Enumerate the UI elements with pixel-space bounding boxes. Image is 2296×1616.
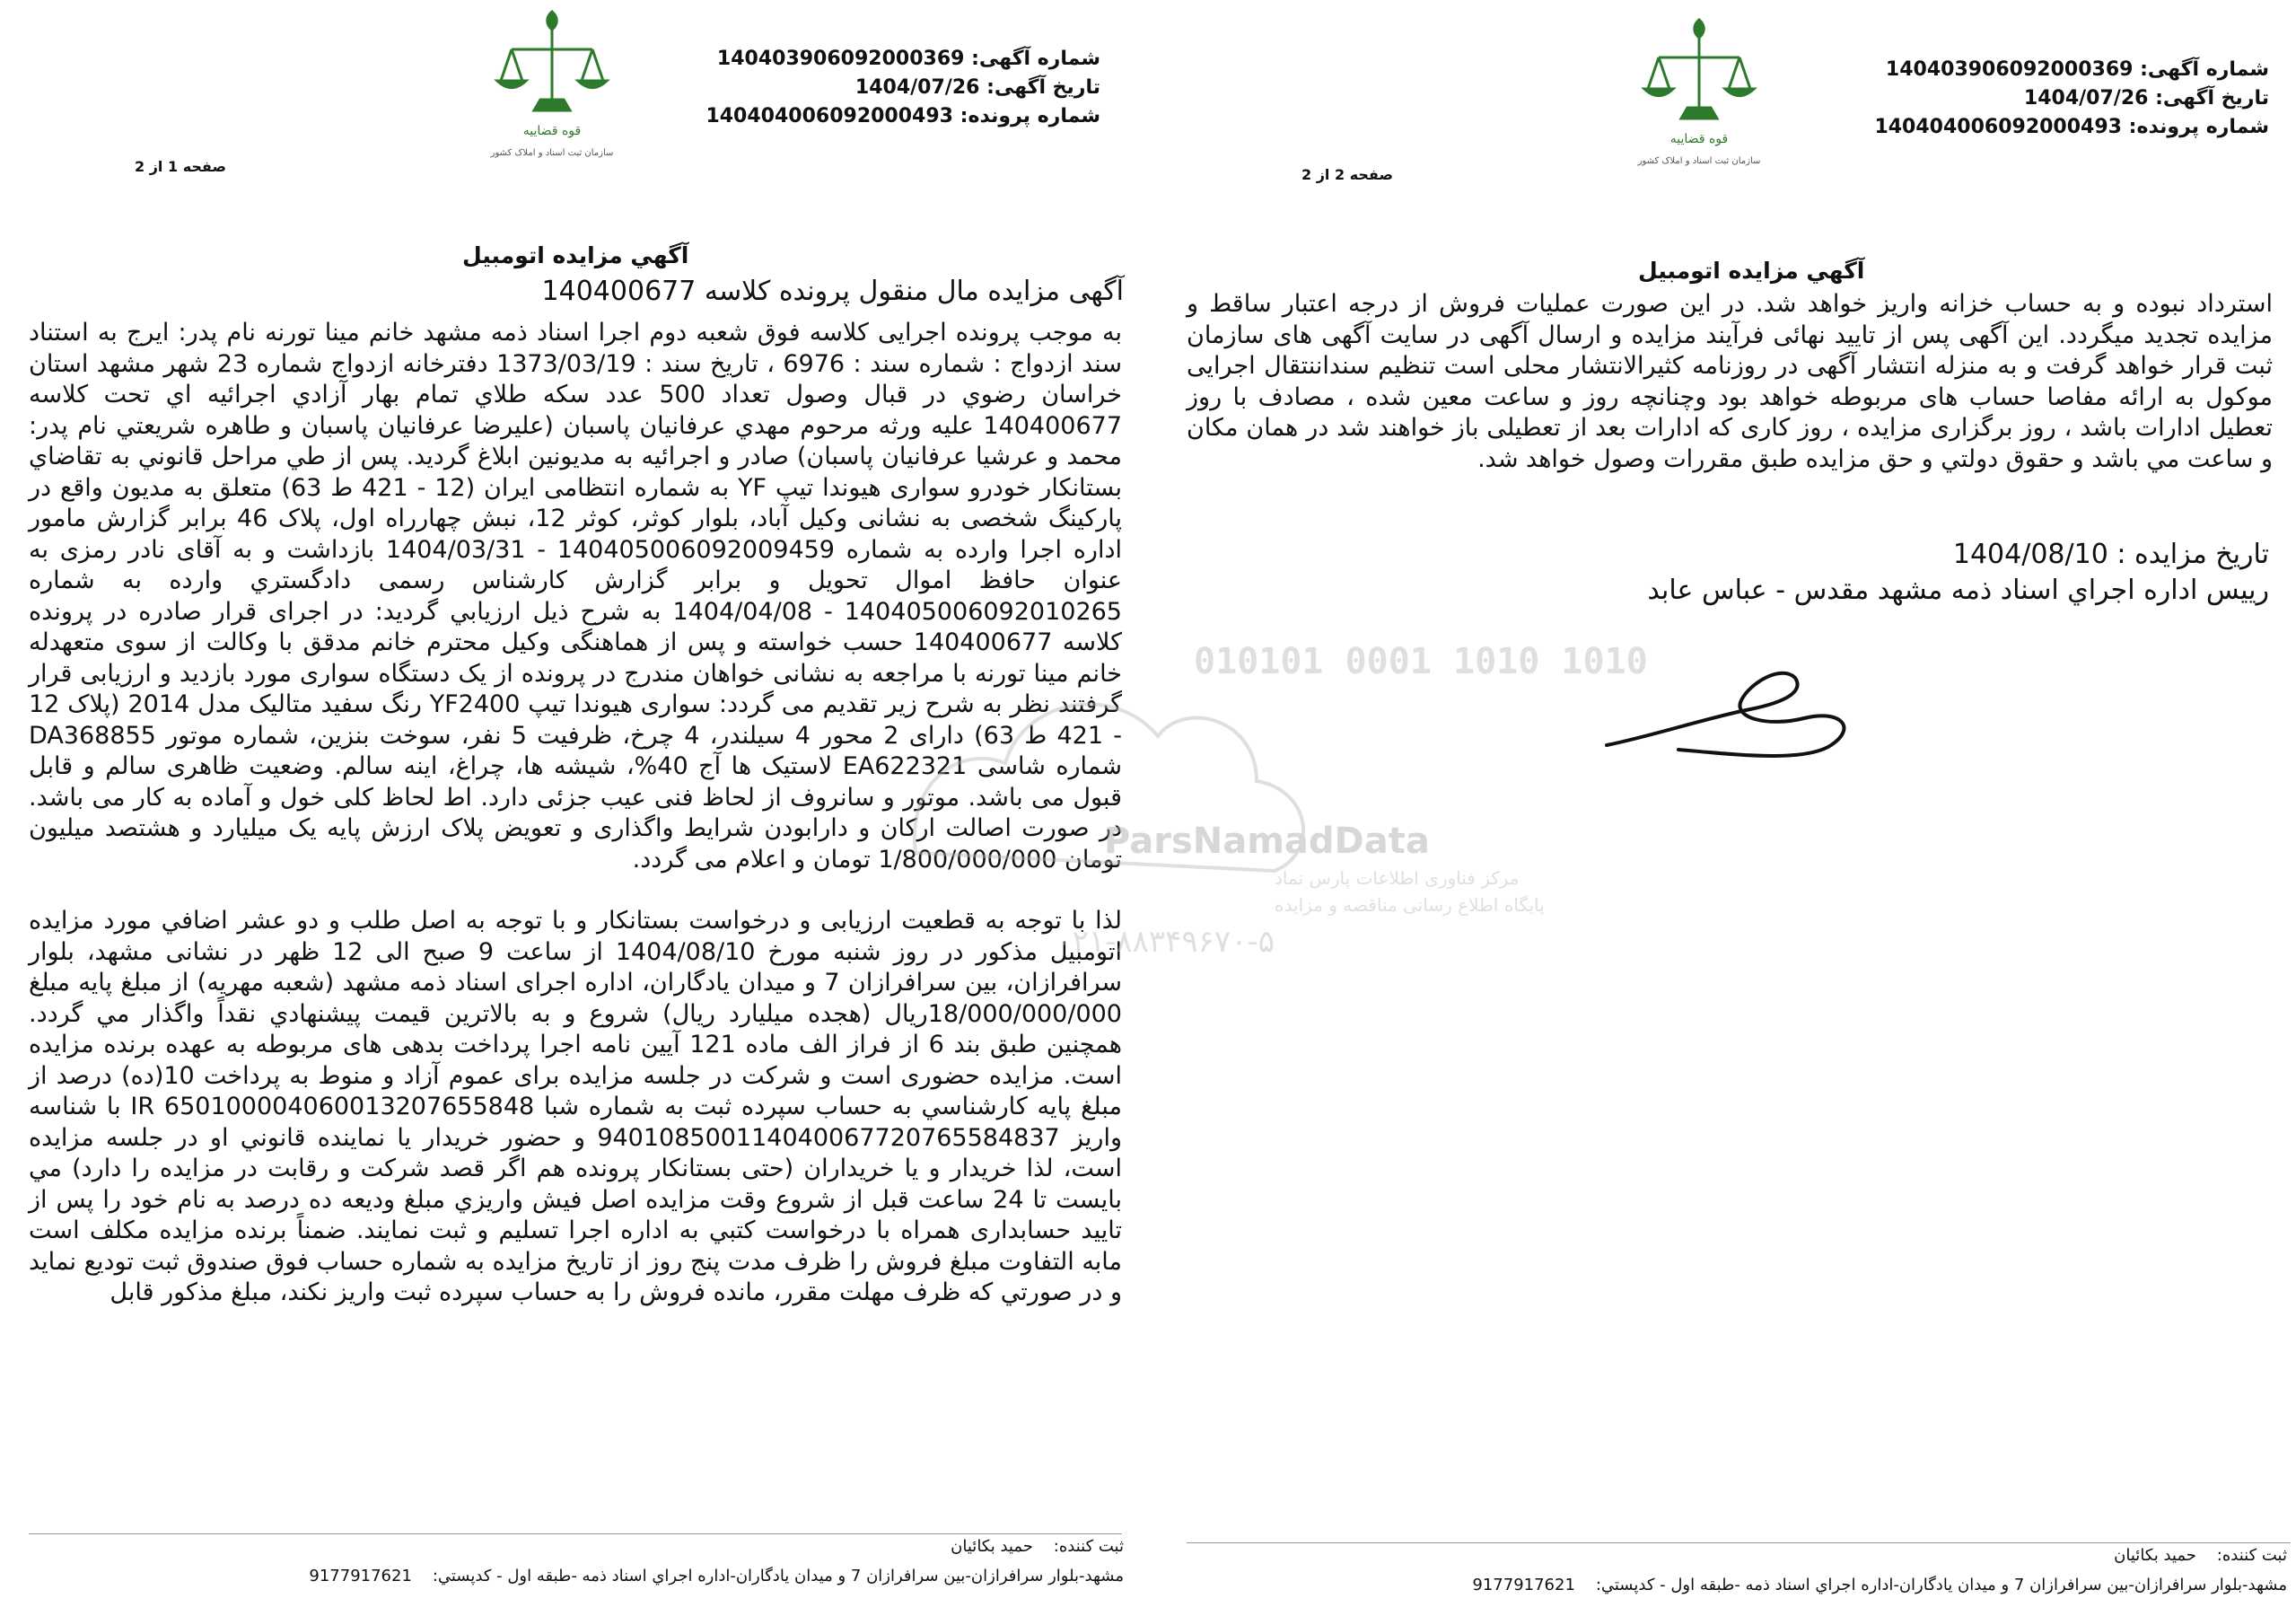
footer-address: مشهد-بلوار سرافرازان-بين سرافرازان 7 و ميدان يادگاران-اداره اجراي اسناد ذمه -طبقه اول - کدپستي: xyxy=(1595,1576,2287,1594)
registrar-label: ثبت کننده: xyxy=(2216,1546,2287,1565)
page-title: آگهي مزايده اتومبيل xyxy=(462,242,689,268)
file-number: 140404006092000493 xyxy=(705,105,953,127)
registrar-label: ثبت کننده: xyxy=(1053,1537,1124,1556)
registrar xyxy=(951,1537,1124,1556)
svg-text:سازمان ثبت اسناد و املاک کشور: سازمان ثبت اسناد و املاک کشور xyxy=(490,148,614,158)
registrar xyxy=(2114,1546,2287,1565)
paragraph-continued: استرداد نبوده و به حساب خزانه واريز خواهد شد. در اين صورت عمليات فروش از درجه اعتبار ساقط و مزايده تجديد ميگردد. اين آگهی پس از تاييد نهائی فرآيند مزايده و ارسال آگهی در سايت آگهی های سازمان ثبت قرار خواهد گرفت و به منزله انتشار آگهی در روزنامه کثيرالانتشار محلی است تنظيم سنداننتقال اجرايی موکول به ارائه مفاصا حساب های مربوطه خواهد بود وچنانچه روز و ساعت معين شده ، مصادف با روز تعطيل ادارات باشد ، روز برگزاری مزايده ، روز کاری که ادارات بعد از تعطيلی باز خواهند شد در همان مکان و ساعت مي باشد و حقوق دولتي و حق مزايده طبق مقررات وصول خواهد شد. xyxy=(1187,290,2273,473)
registrar-name: حمید بکائیان xyxy=(2114,1546,2196,1565)
paragraph-1: به موجب پرونده اجرایی کلاسه فوق شعبه دوم اجرا اسناد ذمه مشهد خانم مینا تورنه نام پدر: ایرج به استناد سند ازدواج : شماره سند : 6976 ، تاریخ سند : 1373/03/19 دفترخانه ازدواج شماره 23 شهر مشهد استان خراسان رضوي در قبال وصول تعداد 500 عدد سکه طلاي تمام بهار آزادي اجرائيه اي تحت کلاسه 140400677 علیه ورثه مرحوم مهدي عرفانيان پاسبان (عليرضا عرفانيان پاسبان و طاهره شريعتي نام پدر: محمد و عرشيا عرفانيان پاسبان) صادر و اجرائيه به مديونين ابلاغ گرديد. پس از طي مراحل قانوني به تقاضاي بستانکار خودرو سواری هيوندا تيپ YF به شماره انتظامی ايران (12 - 421 ط 63) متعلق به مديون واقع در پارکينگ شخصی به نشانی وکيل آباد، بلوار کوثر، کوثر 12، نبش چهارراه اول، پلاک 46 برابر گزارش مامور اداره اجرا وارده به شماره 140405006092009459 - 1404/03/31 بازداشت و به آقای نادر رمزی به عنوان حافظ اموال تحويل و برابر گزارش کارشناس رسمی دادگستري وارده به شماره 140405006092010265 - 1404/04/08 به شرح ذيل ارزيابي گرديد: در اجرای قرار صادره در پرونده کلاسه 140400677 حسب خواسته و پس از هماهنگی وکيل محترم خانم مدقق با وکالت از سوی متعهدله خانم مينا تورنه با مراجعه به نشانی خواهان مندرج در پرونده از يک دستگاه سواری مورد بازديد و ارزيابی قرار گرفتند نظر به شرح زير تقديم می گردد: سواری هيوندا تيپ YF2400 رنگ سفيد متاليک مدل 2014 (پلاک 12 - 421 ط 63) دارای 2 محور 4 سيلندر، 4 چرخ، ظرفيت 5 نفر، سوخت بنزين، شماره موتور DA368855 شماره شاسی EA622321 لاستيک ها آج 40%، شيشه ها، چراغ، اينه سالم. وضعيت ظاهری سالم و قابل قبول می باشد. موتور و سانروف از لحاظ فنی عيب جزئی دارد. اط لحاظ کلی خول و آماده به کار می باشد. در صورت اصالت ارکان و دارابودن شرايط واگذاری و تعويض پلاک ارزش پايه يک ميليارد و هشتصد ميليون تومان 1/800/000/000 تومان و اعلام می گردد. xyxy=(29,319,1123,874)
registrar-name: حمید بکائیان xyxy=(951,1537,1033,1556)
auction-subtitle: آگهی مزایده مال منقول پرونده کلاسه 140400677 xyxy=(541,276,1124,307)
ad-number-label: شماره آگهی: xyxy=(2140,58,2269,81)
footer-divider xyxy=(1187,1542,2291,1543)
scales-of-justice-icon xyxy=(485,4,619,166)
scales-of-justice-icon xyxy=(1632,13,1766,174)
watermark-tagline-2: پایگاه اطلاع رسانی مناقصه و مزایده xyxy=(1275,894,1545,916)
watermark-tagline-1: مرکز فناوری اطلاعات پارس نماد xyxy=(1275,867,1520,889)
footer-postal-code: 9177917621 xyxy=(309,1567,412,1585)
ad-date-label: تاریخ آگهی: xyxy=(2155,87,2269,110)
footer-address-line xyxy=(309,1567,1124,1585)
watermark-phone: ۰۲۱-۸۸۳۴۹۶۷۰-۵ xyxy=(1056,924,1275,960)
ad-date-label: تاریخ آگهی: xyxy=(986,76,1100,99)
signer: رييس اداره اجراي اسناد ذمه مشهد مقدس - عباس عابد xyxy=(1647,575,2269,606)
ad-date: 1404/07/26 xyxy=(2023,87,2149,110)
ad-header xyxy=(1874,56,2269,142)
file-number-label: شماره پرونده: xyxy=(2128,116,2269,138)
svg-text:سازمان ثبت اسناد و املاک کشور: سازمان ثبت اسناد و املاک کشور xyxy=(1637,156,1761,166)
page-number: صفحه 2 از 2 xyxy=(1301,166,1393,183)
ad-number: 140403906092000369 xyxy=(716,48,965,70)
signature xyxy=(1598,664,1867,772)
auction-date: 1404/08/10 xyxy=(1952,539,2108,570)
ad-header xyxy=(705,45,1100,131)
ad-number: 140403906092000369 xyxy=(1885,58,2134,81)
auction-date-label: تاريخ مزايده : xyxy=(2116,539,2269,570)
footer-address: مشهد-بلوار سرافرازان-بين سرافرازان 7 و ميدان يادگاران-اداره اجراي اسناد ذمه -طبقه اول - کدپستي: xyxy=(432,1567,1124,1585)
ad-date: 1404/07/26 xyxy=(854,76,980,99)
paragraph-2: لذا با توجه به قطعيت ارزيابی و درخواست بستانکار و با توجه به اصل طلب و دو عشر اضافي مورد مزايده اتومبيل مذکور در روز شنبه مورخ 1404/08/10 از ساعت 9 صبح الی 12 ظهر در نشانی مشهد، بلوار سرافرازان، بين سرافرازان 7 و ميدان يادگاران، اداره اجرای اسناد ذمه مشهد (شعبه مهريه) از مبلغ پايه مبلغ 18/000/000/000ريال (هجده ميليارد ريال) شروع و به بالاترين قيمت پيشنهادي نقداً واگذار مي گردد. همچنين طبق بند 6 از فراز الف ماده 121 آيين نامه اجرا پرداخت بدهی های مربوطه به عهده برنده مزايده است. مزايده حضوری است و شرکت در جلسه مزايده برای عموم آزاد و منوط به پرداخت 10(ده) درصد از مبلغ پايه کارشناسي به حساب سپرده ثبت به شماره شبا IR 650100004060013207655848 با شناسه واريز 940108500114040067720765584837 و حضور خريدار يا نماينده قانوني او در جلسه مزايده است، لذا خريدار و يا خريداران (حتی بستانکار پرونده هم اگر قصد شرکت و رقابت در مزايده را دارد) مي بايست تا 24 ساعت قبل از شروع وقت مزايده اصل فيش واريزي مبلغ وديعه ده درصد به نام خود را پس از تاييد حسابداری همراه با درخواست کتبي به اداره اجرا تسليم و ثبت نمايند. ضمناً برنده مزايده مکلف است مابه التفاوت مبلغ فروش را ظرف مدت پنج روز از تاريخ مزايده به شماره حساب فوق صندوق ثبت توديع نمايد و در صورتي که ظرف مهلت مقرر، مانده فروش را به حساب سپرده ثبت واريز نکند، مبلغ مذکور قابل xyxy=(29,907,1122,1306)
file-number-label: شماره پرونده: xyxy=(960,105,1100,127)
svg-text:قوه قضاییه: قوه قضاییه xyxy=(1669,132,1729,146)
page-number: صفحه 1 از 2 xyxy=(135,158,226,175)
svg-text:قوه قضاییه: قوه قضاییه xyxy=(522,124,582,138)
footer-divider xyxy=(29,1533,1122,1534)
footer-postal-code: 9177917621 xyxy=(1472,1576,1575,1594)
ad-number-label: شماره آگهی: xyxy=(971,48,1100,70)
page-title: آگهي مزايده اتومبيل xyxy=(1638,258,1865,284)
page-2 xyxy=(1167,0,2296,1616)
auction-date-line xyxy=(1953,539,2269,570)
ad-body xyxy=(1187,289,2273,475)
watermark-brand: ParsNamadData xyxy=(1104,821,1430,862)
footer-address-line xyxy=(1472,1576,2287,1594)
watermark-binary: 010101 0001 1010 1010 xyxy=(1194,641,1648,682)
file-number: 140404006092000493 xyxy=(1874,116,2122,138)
